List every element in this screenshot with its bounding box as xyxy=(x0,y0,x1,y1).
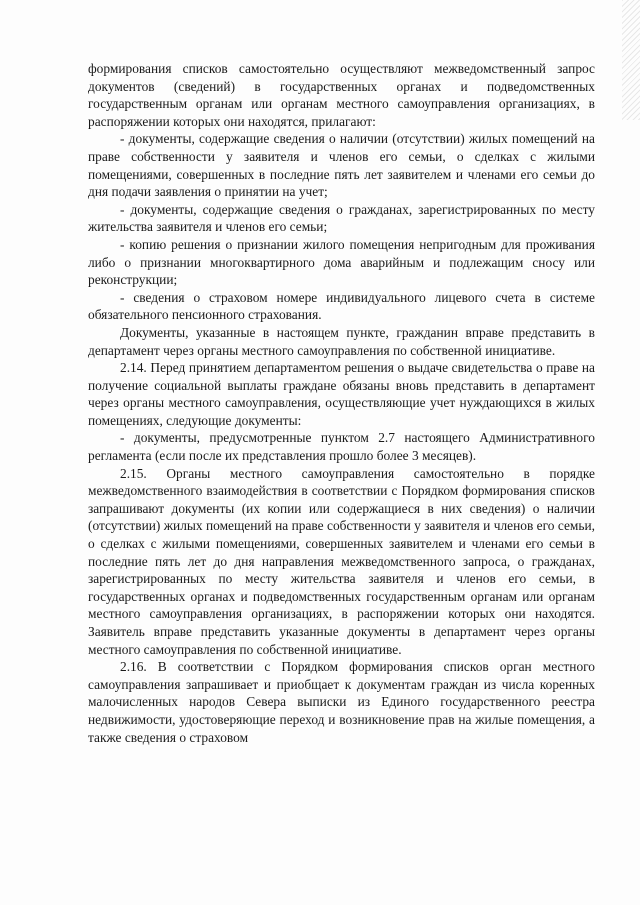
paragraph-list-item: - документы, содержащие сведения о наличии (отсутствии) жилых помещений на праве собственности у заявителя и членов его семьи, о сделках с жилыми помещениями, совершенных в последние пять лет заявителем и членами его семьи до дня подачи заявления о принятии на учет; xyxy=(88,131,595,200)
paragraph-continuation: формирования списков самостоятельно осуществляют межведомственный запрос документов (сведений) в государственных органах и подведомственных государственным органам или органам местного самоуправления организациях, в распоряжении которых они находятся, прилагают: xyxy=(88,61,595,129)
paragraph-clause-2-16: 2.16. В соответствии с Порядком формирования списков орган местного самоуправления запрашивает и приобщает к документам граждан из числа коренных малочисленных народов Севера выписки из Единого государственного реестра недвижимости, удостоверяющие переход и возникновение прав на жилые помещения, а также сведения о страховом xyxy=(88,659,595,745)
document-body xyxy=(88,60,595,746)
paragraph-list-item: - документы, содержащие сведения о гражданах, зарегистрированных по месту жительства заявителя и членов его семьи; xyxy=(88,201,595,235)
paragraph-list-item: - копию решения о признании жилого помещения непригодным для проживания либо о признании многоквартирного дома аварийным и подлежащим сносу или реконструкции; xyxy=(88,236,595,288)
paragraph-clause-2-14: 2.14. Перед принятием департаментом решения о выдаче свидетельства о праве на получение социальной выплаты граждане обязаны вновь представить в департамент через органы местного самоуправления, осуществляющие учет нуждающихся в жилых помещениях, следующие документы: xyxy=(88,360,595,428)
paragraph-list-item: - сведения о страховом номере индивидуального лицевого счета в системе обязательного пенсионного страхования. xyxy=(88,289,595,323)
paragraph-clause-2-15: 2.15. Органы местного самоуправления самостоятельно в порядке межведомственного взаимодействия в соответствии с Порядком формирования списков запрашивают документы (их копии или содержащиеся в них сведения) о наличии (отсутствии) жилых помещений на праве собственности у заявителя и членов его семьи, о сделках с жилыми помещениями, совершенных заявителем и членами его семьи в последние пять лет до дня направления межведомственного запроса, о гражданах, зарегистрированных по месту жительства заявителя и членов его семьи, в государственных органах и подведомственных государственным органам или органам местного самоуправления организациях, в распоряжении которых они находятся. Заявитель вправе представить указанные документы в департамент через органы местного самоуправления по собственной инициативе. xyxy=(88,465,595,657)
scan-edge-artifact xyxy=(622,0,640,120)
paragraph-list-item: - документы, предусмотренные пунктом 2.7 настоящего Административного регламента (если после их представления прошло более 3 месяцев). xyxy=(88,430,595,464)
paragraph: Документы, указанные в настоящем пункте, гражданин вправе представить в департамент через органы местного самоуправления по собственной инициативе. xyxy=(88,324,595,358)
